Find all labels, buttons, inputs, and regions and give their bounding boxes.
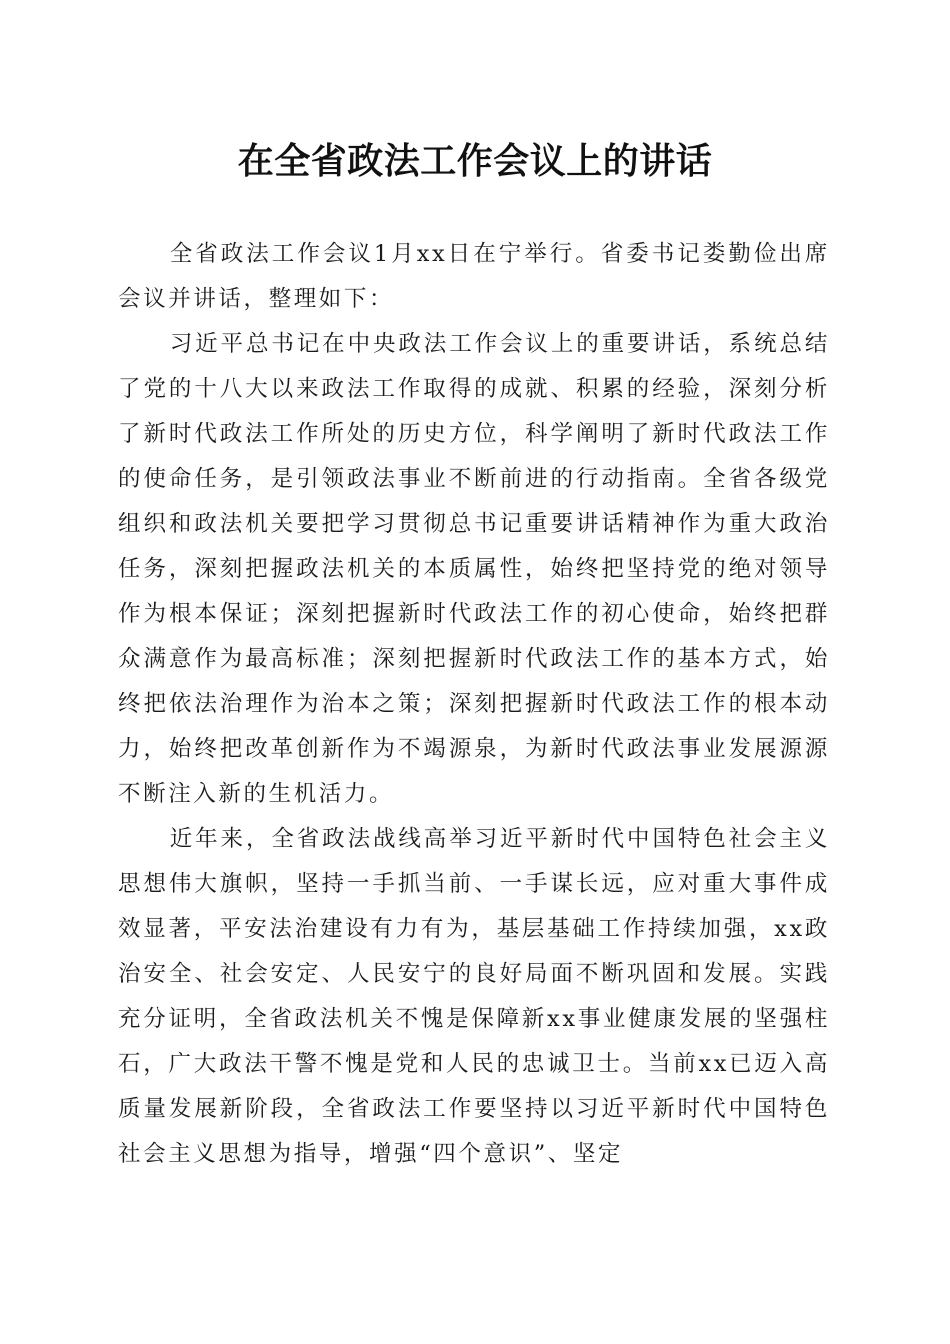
paragraph-recent-achievements: 近年来，全省政法战线高举习近平新时代中国特色社会主义思想伟大旗帜，坚持一手抓当前、一手谋长远，应对重大事件成效显著，平安法治建设有力有为，基层基础工作持续加强，xx政治安全、社会安定、人民安宁的良好局面不断巩固和发展。实践充分证明，全省政法机关不愧是保障新xx事业健康发展的坚强柱石，广大政法干警不愧是党和人民的忠诚卫士。当前xx已迈入高质量发展新阶段，全省政法工作要坚持以习近平新时代中国特色社会主义思想为指导，增强“四个意识”、坚定 <box>118 826 830 1167</box>
paragraph-speech-significance: 习近平总书记在中央政法工作会议上的重要讲话，系统总结了党的十八大以来政法工作取得的成就、积累的经验，深刻分析了新时代政法工作所处的历史方位，科学阐明了新时代政法工作的使命任务，是引领政法事业不断前进的行动指南。全省各级党组织和政法机关要把学习贯彻总书记重要讲话精神作为重大政治任务，深刻把握政法机关的本质属性，始终把坚持党的绝对领导作为根本保证；深刻把握新时代政法工作的初心使命，始终把群众满意作为最高标准；深刻把握新时代政法工作的基本方式，始终把依法治理作为治本之策；深刻把握新时代政法工作的根本动力，始终把改革创新作为不竭源泉，为新时代政法事业发展源源不断注入新的生机活力。 <box>118 331 830 807</box>
document-title: 在全省政法工作会议上的讲话 <box>237 140 713 182</box>
paragraph-intro: 全省政法工作会议1月xx日在宁举行。省委书记娄勤俭出席会议并讲话，整理如下： <box>118 241 830 312</box>
document-body <box>118 232 830 1177</box>
